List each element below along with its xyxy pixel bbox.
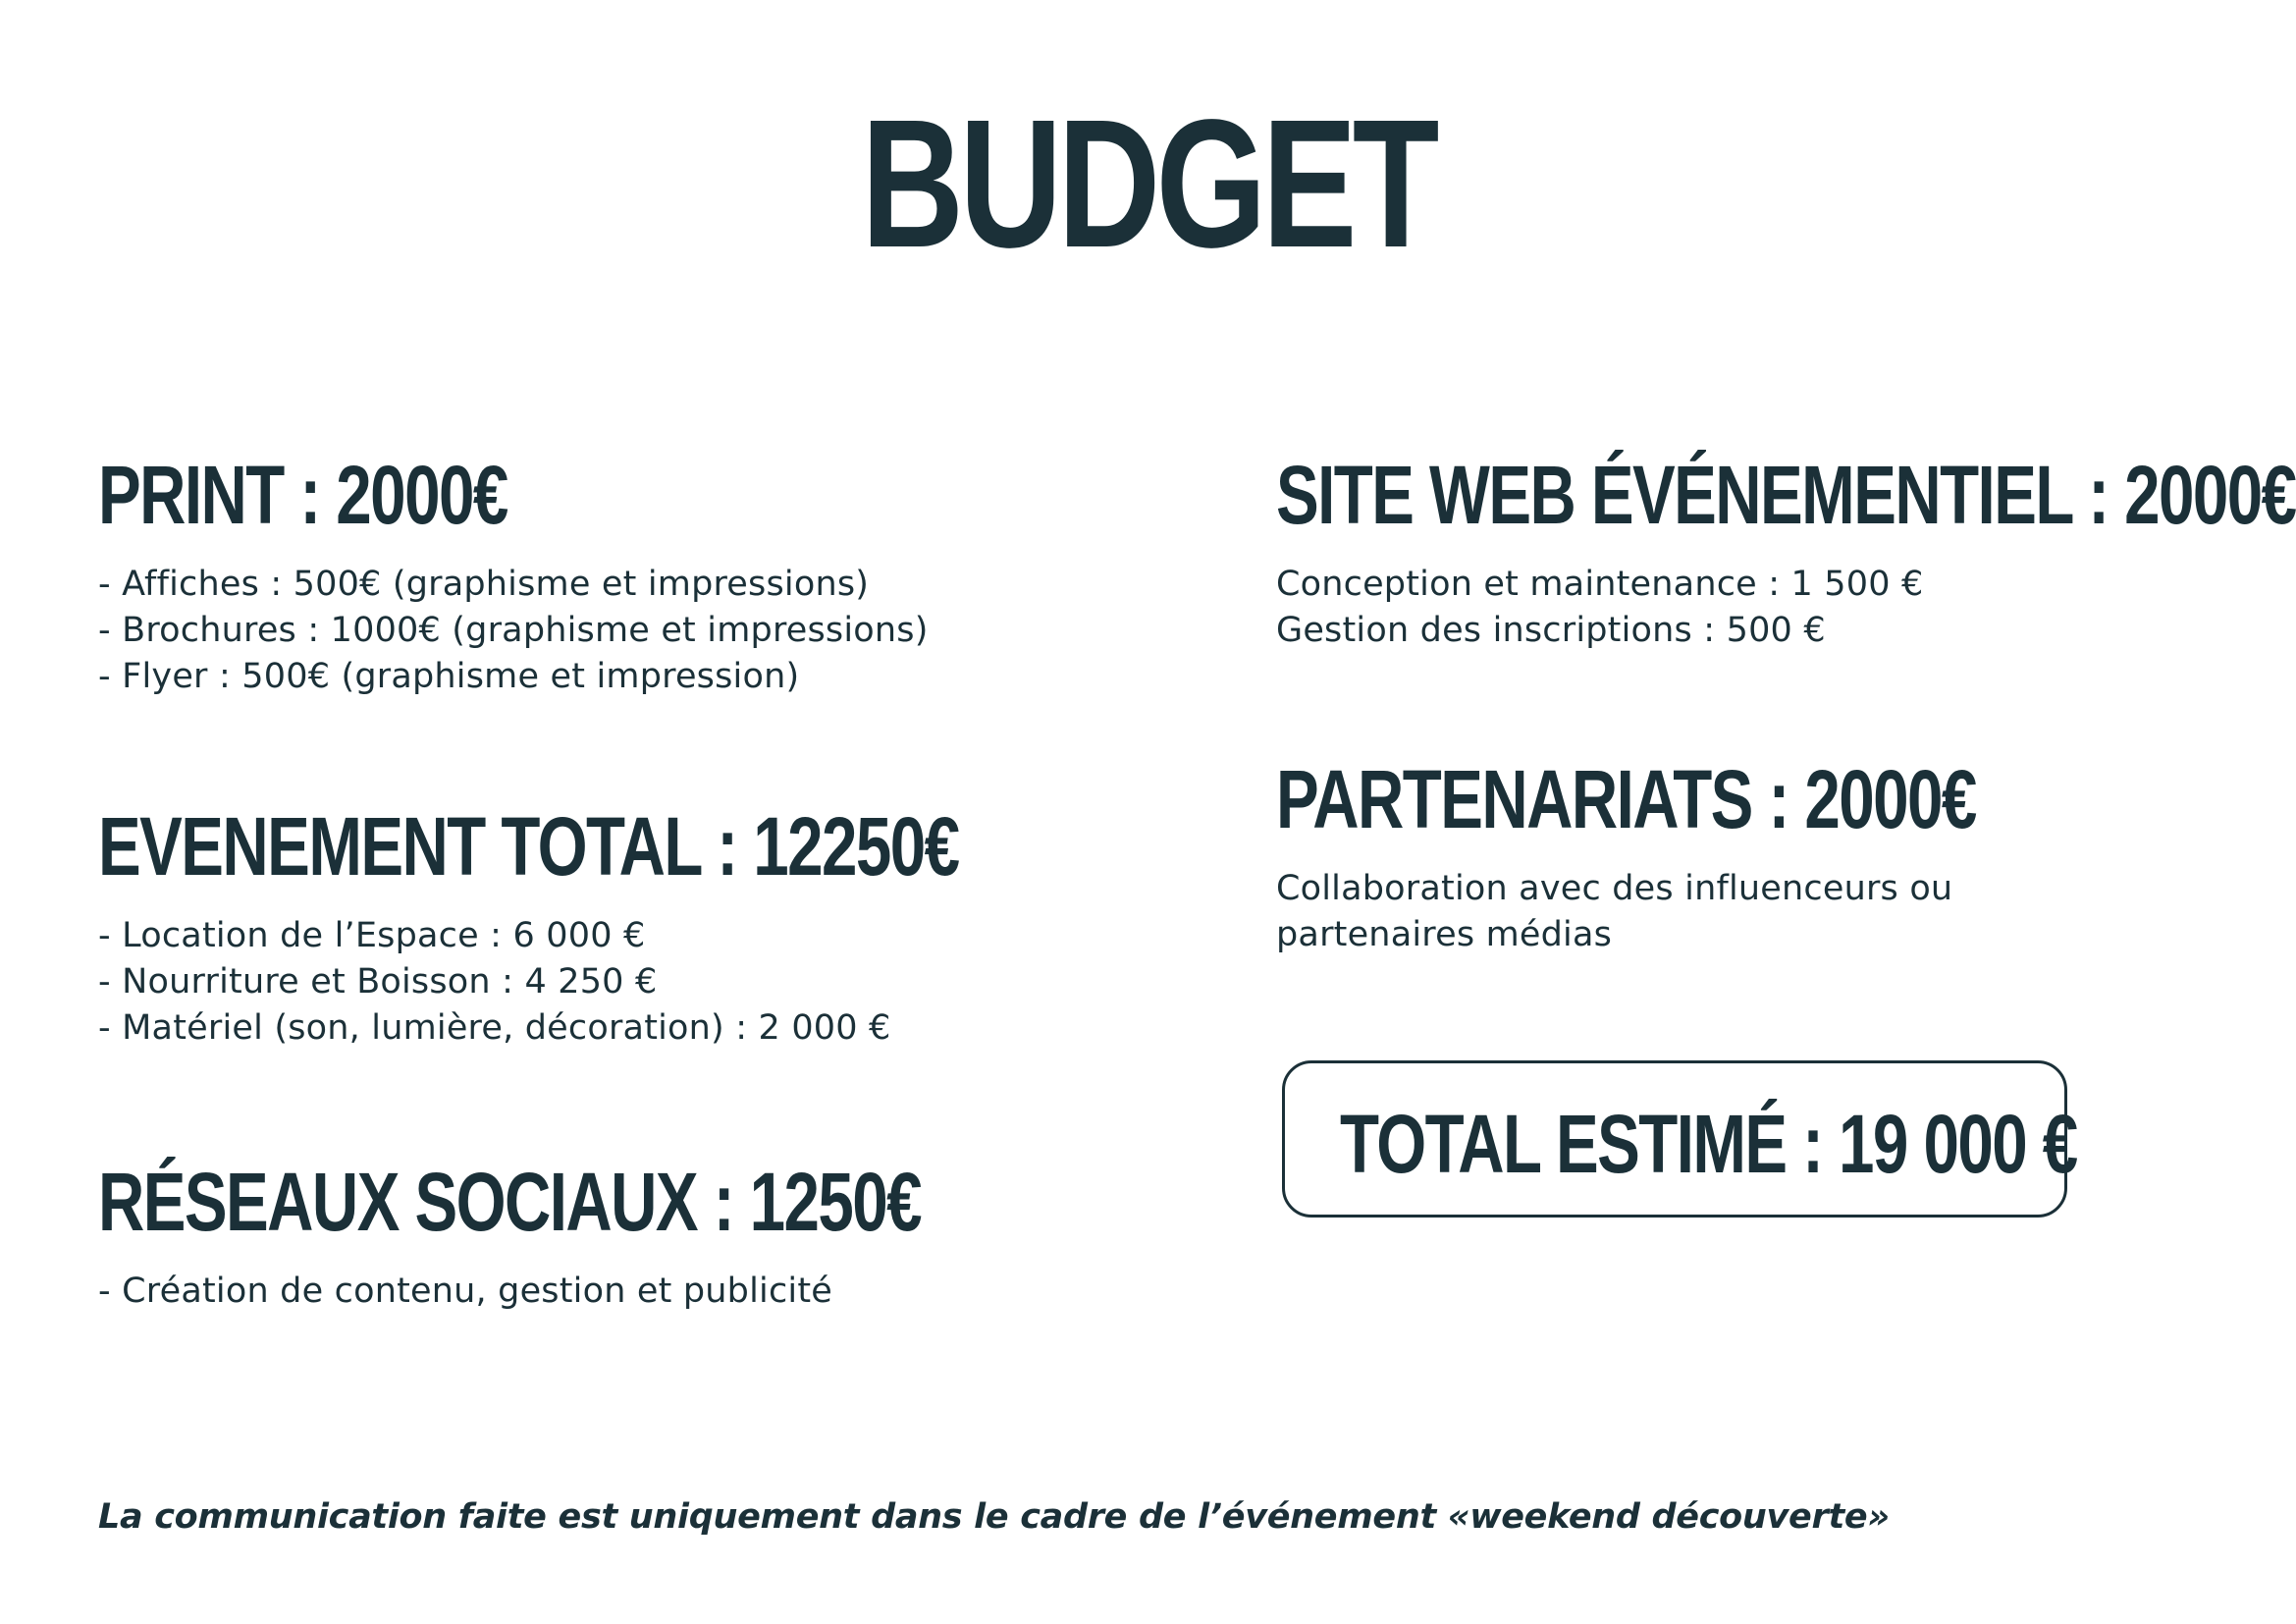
section-heading-partner: PARTENARIATS : 2000€ <box>1276 753 1976 845</box>
budget-line: Collaboration avec des influenceurs ou <box>1276 869 1953 908</box>
budget-section-social <box>98 1156 1152 1315</box>
section-lines-web <box>1276 562 2296 654</box>
page-title: BUDGET <box>861 82 1435 286</box>
budget-line: - Création de contenu, gestion et publicité <box>98 1272 832 1311</box>
section-lines-partner <box>1276 866 2173 958</box>
section-heading-event: EVENEMENT TOTAL : 12250€ <box>98 800 959 893</box>
section-heading-print: PRINT : 2000€ <box>98 449 507 541</box>
total-estimate-text: TOTAL ESTIMÉ : 19 000 € <box>1340 1098 2077 1190</box>
section-lines-print <box>98 562 929 700</box>
budget-line: Gestion des inscriptions : 500 € <box>1276 611 1826 650</box>
budget-line: - Affiches : 500€ (graphisme et impressions) <box>98 565 870 604</box>
budget-section-partner <box>1276 753 2173 958</box>
budget-line: Conception et maintenance : 1 500 € <box>1276 565 1924 604</box>
budget-line: - Brochures : 1000€ (graphisme et impressions) <box>98 611 929 650</box>
budget-line: - Nourriture et Boisson : 4 250 € <box>98 962 658 1001</box>
budget-section-print <box>98 449 929 700</box>
section-lines-event <box>98 913 1201 1052</box>
budget-line: - Matériel (son, lumière, décoration) : 2 000 € <box>98 1008 891 1048</box>
budget-line: - Flyer : 500€ (graphisme et impression) <box>98 657 800 696</box>
budget-section-event <box>98 800 1201 1052</box>
section-heading-web: SITE WEB ÉVÉNEMENTIEL : 2000€ <box>1276 449 2296 541</box>
section-heading-social: RÉSEAUX SOCIAUX : 1250€ <box>98 1156 922 1248</box>
footnote: La communication faite est uniquement dans le cadre de l’événement «weekend découverte» <box>98 1497 1890 1537</box>
total-estimate-box <box>1282 1060 2077 1218</box>
budget-line: - Location de l’Espace : 6 000 € <box>98 916 646 955</box>
budget-line: partenaires médias <box>1276 915 1613 954</box>
section-lines-social <box>98 1269 1152 1315</box>
budget-section-web <box>1276 449 2296 654</box>
